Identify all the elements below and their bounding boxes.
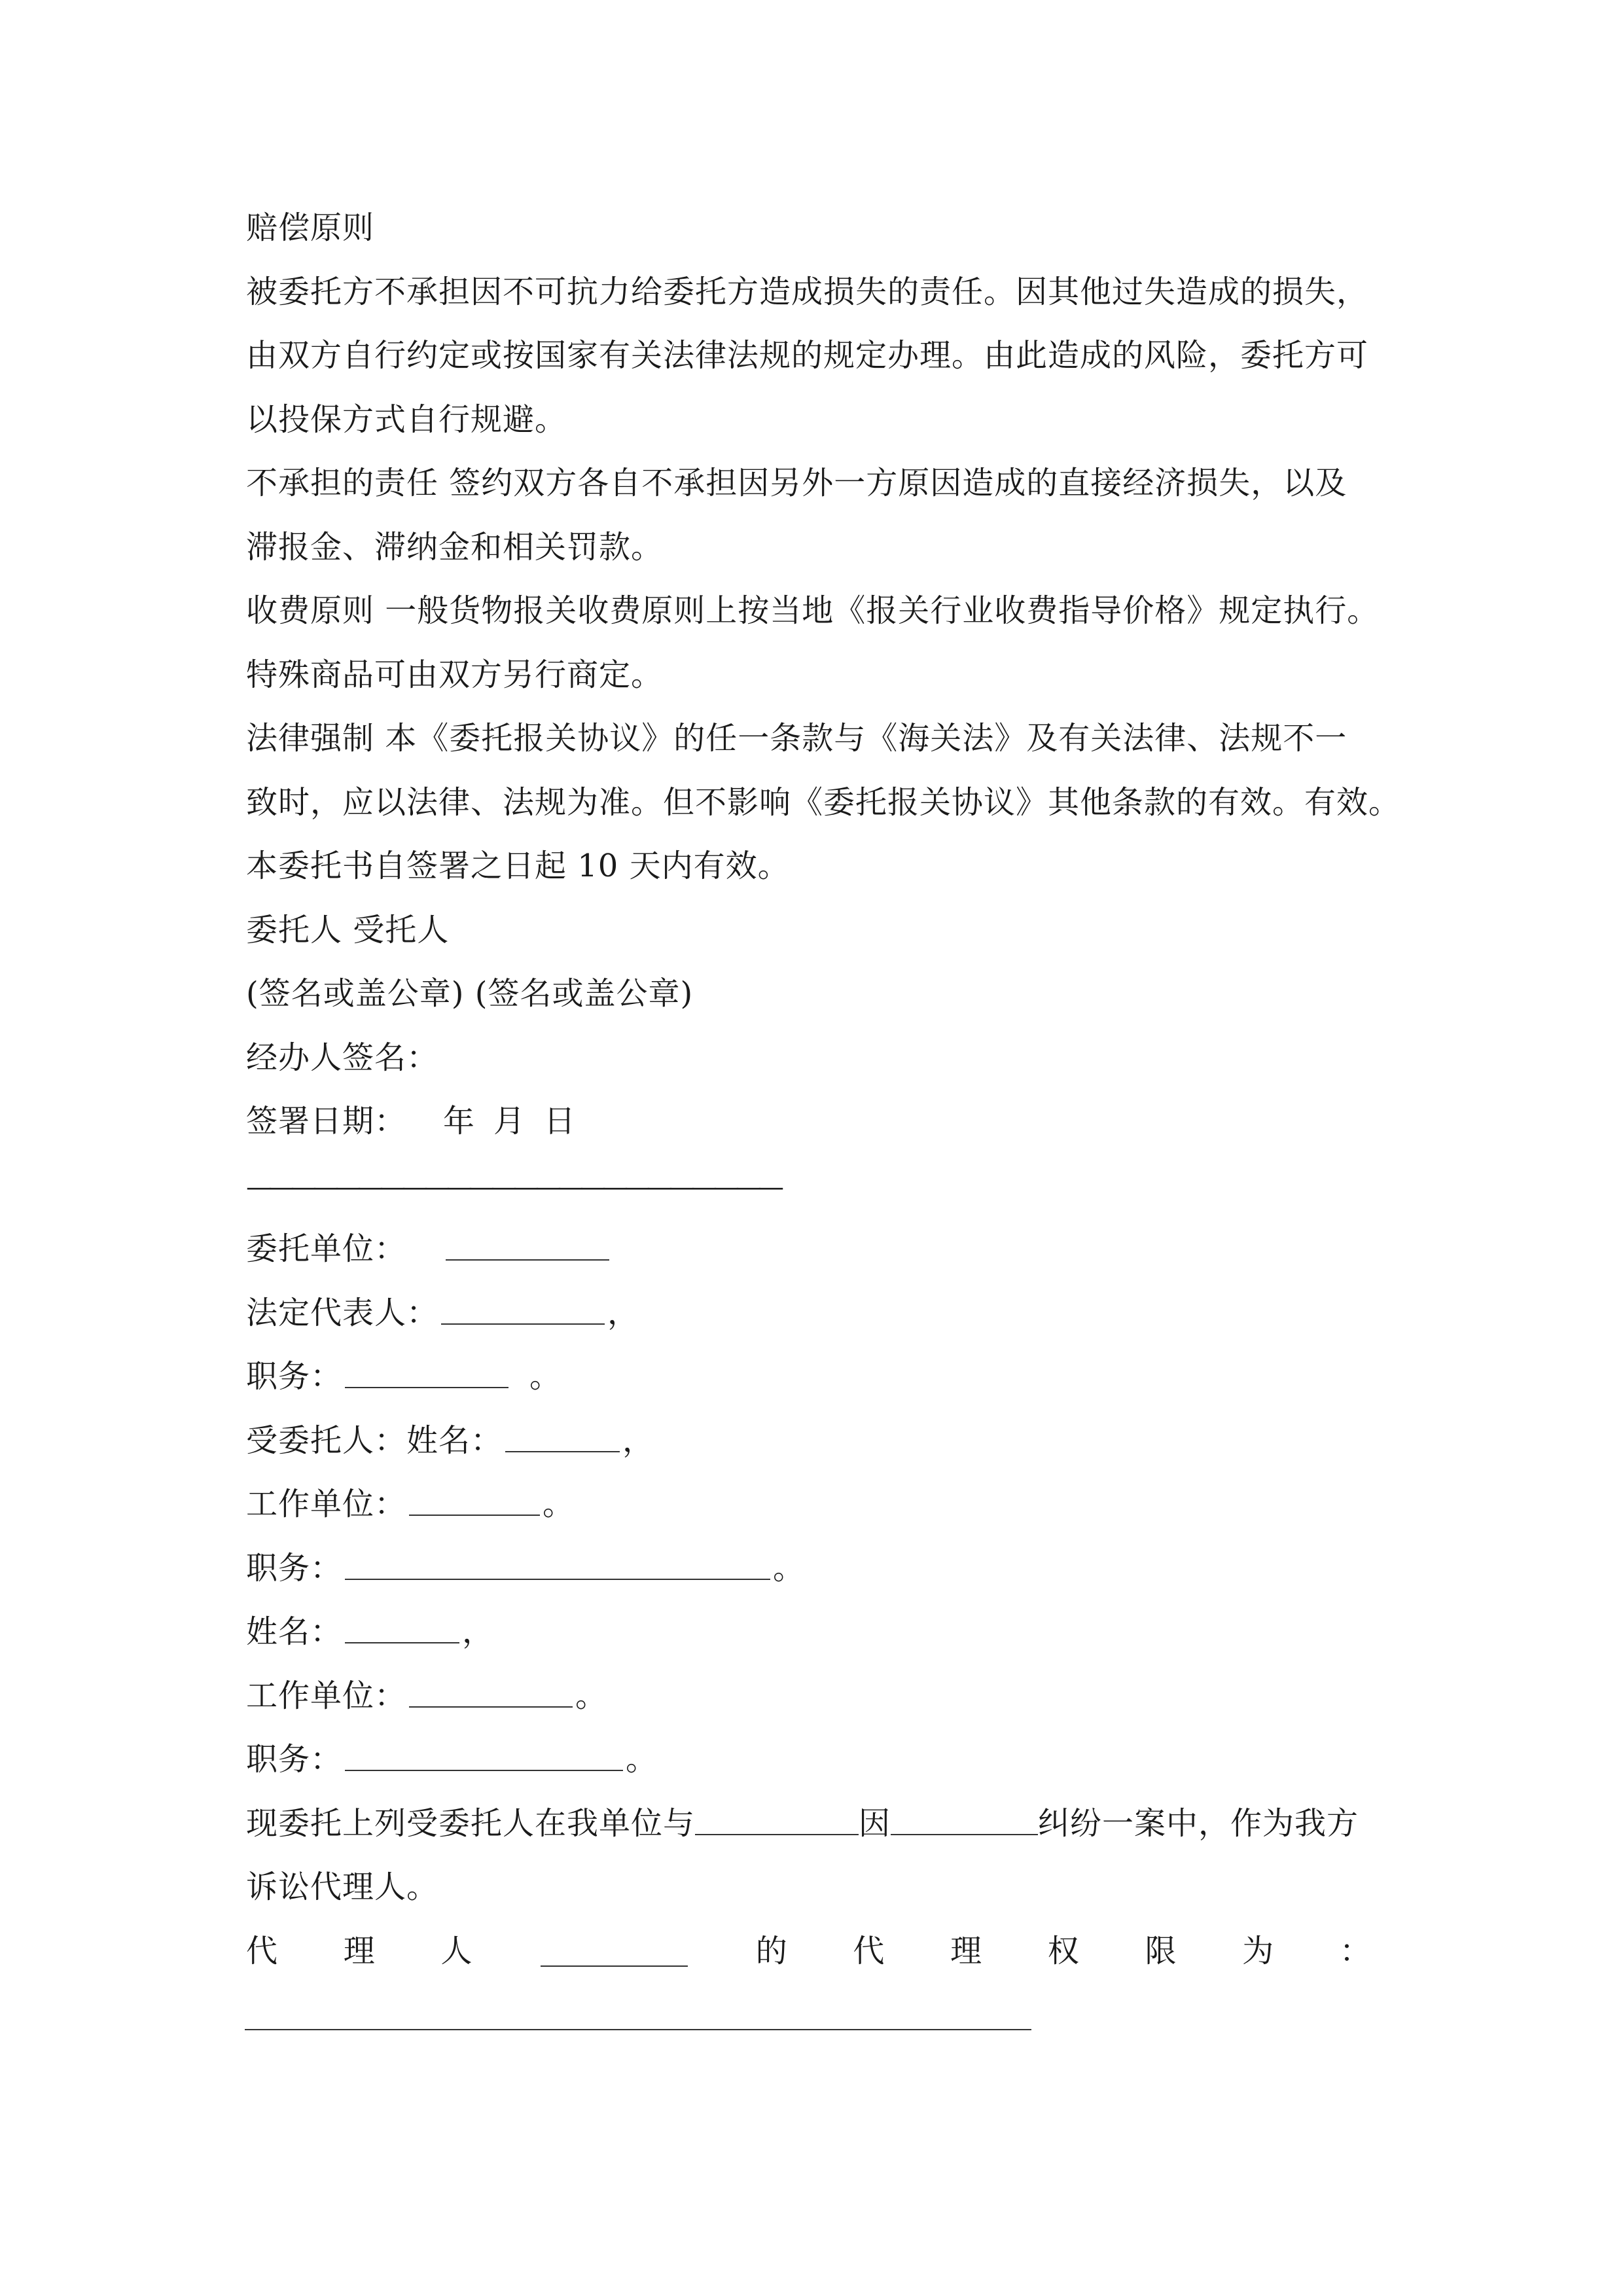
litigation-agent-line: 诉讼代理人。	[246, 1869, 439, 1905]
entrust-line	[246, 1792, 1411, 1856]
authority-char: 的	[755, 1932, 788, 1969]
work-unit-blank-2[interactable]	[409, 1680, 573, 1708]
entrust-text-c: 纠纷一案中，作为我方	[1038, 1804, 1359, 1842]
parties-line: 委托人 受托人	[246, 911, 450, 948]
legal-rep-end: ，	[607, 1294, 640, 1331]
work-unit-end-1: 。	[543, 1486, 575, 1522]
paragraph-line: 被委托方不承担因不可抗力给委托方造成损失的责任。因其他过失造成的损失，	[246, 273, 1369, 310]
position-end-2: 。	[773, 1549, 806, 1587]
position-line-1	[246, 1345, 1411, 1409]
authority-line	[246, 1920, 1372, 1984]
name-line-2	[246, 1600, 1411, 1664]
position-blank-2[interactable]	[345, 1552, 770, 1580]
heading-compensation: 赔偿原则	[246, 209, 375, 246]
opposing-party-blank[interactable]	[695, 1808, 859, 1835]
position-blank-1[interactable]	[345, 1361, 508, 1388]
work-unit-line-1	[246, 1473, 1411, 1537]
entrust-text-a: 现委托上列受委托人在我单位与	[246, 1804, 696, 1842]
position-label-3: 职务：	[246, 1741, 343, 1778]
sign-date-year: 年	[443, 1103, 476, 1139]
principal-unit-blank[interactable]	[446, 1233, 609, 1261]
work-unit-label-1: 工作单位：	[246, 1486, 407, 1522]
document-body	[246, 196, 1411, 1983]
authority-scope-blank[interactable]	[245, 2029, 1031, 2030]
position-label-1: 职务：	[246, 1358, 343, 1395]
sign-date-line	[246, 1090, 1411, 1154]
legal-rep-line	[246, 1282, 1411, 1346]
agent-name-blank[interactable]	[505, 1425, 620, 1452]
authority-char: 为	[1242, 1932, 1275, 1969]
position-line-2	[246, 1537, 1411, 1601]
agent-name-line	[246, 1409, 1411, 1473]
authority-char: 人	[440, 1932, 473, 1969]
position-label-2: 职务：	[246, 1549, 343, 1587]
authority-char: 限	[1145, 1932, 1177, 1969]
position-end-1: 。	[529, 1358, 562, 1395]
authority-char: 代	[853, 1932, 885, 1969]
authority-char: 理	[950, 1932, 983, 1969]
name-blank-2[interactable]	[345, 1616, 459, 1643]
validity-line: 本委托书自签署之日起 10 天内有效。	[246, 848, 790, 884]
paragraph-line: 滞报金、滞纳金和相关罚款。	[246, 528, 664, 565]
entrust-text-b: 因	[859, 1804, 891, 1842]
authority-char: 理	[343, 1932, 376, 1969]
paragraph-line: 法律强制 本《委托报关协议》的任一条款与《海关法》及有关法律、法规不一	[246, 720, 1347, 757]
principal-unit-line	[246, 1217, 1411, 1282]
position-end-3: 。	[626, 1741, 658, 1778]
name-label-2: 姓名：	[246, 1613, 343, 1650]
separator: ————————————————————————	[246, 1172, 780, 1202]
separator-line	[246, 1154, 1411, 1218]
sign-date-month: 月	[493, 1103, 526, 1139]
principal-unit-label: 委托单位：	[246, 1230, 407, 1267]
sign-date-day: 日	[544, 1103, 577, 1139]
work-unit-blank-1[interactable]	[409, 1488, 540, 1516]
name-end-2: ，	[462, 1613, 495, 1650]
paragraph-line: 由双方自行约定或按国家有关法律法规的规定办理。由此造成的风险，委托方可	[246, 337, 1369, 374]
paragraph-line: 收费原则 一般货物报关收费原则上按当地《报关行业收费指导价格》规定执行。	[246, 592, 1380, 629]
signature-note-line: (签名或盖公章) (签名或盖公章)	[246, 975, 694, 1012]
agent-authority-blank[interactable]	[541, 1939, 688, 1967]
position-blank-3[interactable]	[345, 1744, 623, 1771]
position-line-3	[246, 1728, 1411, 1792]
agent-name-label: 受委托人：姓名：	[246, 1422, 503, 1459]
paragraph-line: 以投保方式自行规避。	[246, 401, 567, 438]
authority-char: ：	[1339, 1932, 1372, 1969]
work-unit-label-2: 工作单位：	[246, 1677, 407, 1714]
paragraph-line: 特殊商品可由双方另行商定。	[246, 656, 664, 693]
legal-rep-label: 法定代表人：	[246, 1294, 439, 1331]
paragraph-line: 不承担的责任 签约双方各自不承担因另外一方原因造成的直接经济损失，以及	[246, 465, 1347, 501]
legal-rep-blank[interactable]	[441, 1297, 605, 1325]
work-unit-line-2	[246, 1664, 1411, 1729]
authority-char: 代	[246, 1932, 279, 1969]
paragraph-line: 致时，应以法律、法规为准。但不影响《委托报关协议》其他条款的有效。有效。	[246, 783, 1401, 821]
work-unit-end-2: 。	[575, 1677, 608, 1714]
sign-date-label: 签署日期：	[246, 1103, 407, 1139]
agent-name-end: ，	[622, 1422, 655, 1459]
dispute-reason-blank[interactable]	[891, 1808, 1038, 1835]
authority-char: 权	[1047, 1932, 1080, 1969]
handler-signature-line: 经办人签名：	[246, 1039, 439, 1076]
